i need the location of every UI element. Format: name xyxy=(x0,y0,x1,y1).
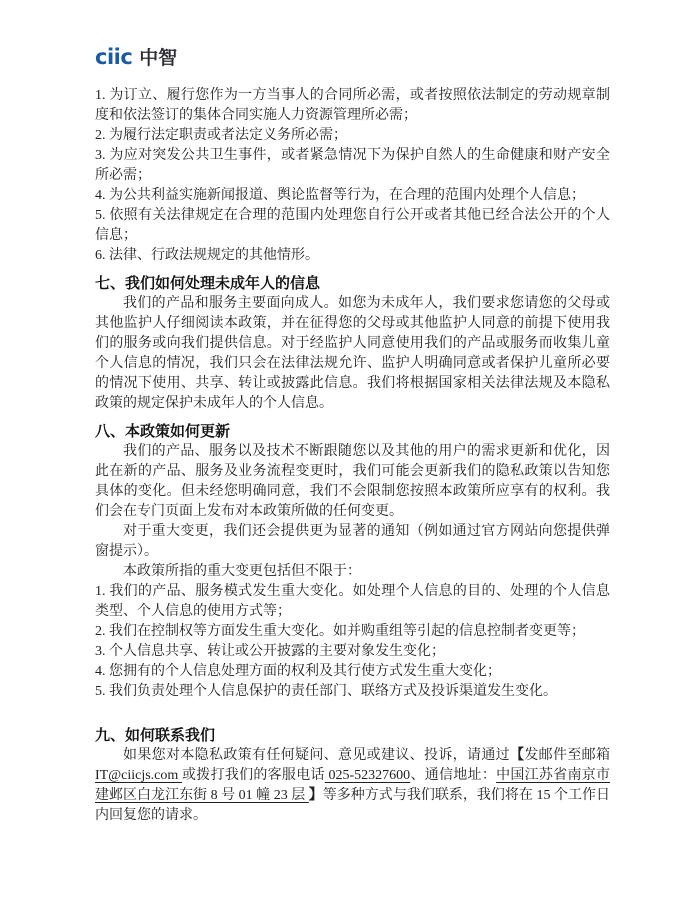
major-change-item: 4. 您拥有的个人信息处理方面的权利及其行使方式发生重大变化； xyxy=(95,664,501,679)
legal-basis-list xyxy=(95,86,610,266)
legal-basis-item: 1. 为订立、履行您作为一方当事人的合同所必需，或者按照依法制定的劳动规章制度和依法签订的集体合同实施人力资源管理所必需； xyxy=(95,88,610,123)
section-8-paragraph-2: 对于重大变更，我们还会提供更为显著的通知（例如通过官方网站向您提供弹窗提示）。 xyxy=(95,524,610,559)
section-8-heading: 八、本政策如何更新 xyxy=(95,423,231,440)
phone-number: 025-52327600 xyxy=(324,768,411,783)
major-change-item: 1. 我们的产品、服务模式发生重大变化。如处理个人信息的目的、处理的个人信息类型、个人信息的使用方式等； xyxy=(95,584,610,619)
section-minors xyxy=(95,274,610,414)
legal-basis-item: 5. 依照有关法律规定在合理的范围内处理您自行公开或者其他已经合法公开的个人信息； xyxy=(95,208,610,243)
contact-text: 、通信地址： xyxy=(410,768,497,783)
section-contact xyxy=(95,726,610,826)
section-7-heading: 七、我们如何处理未成年人的信息 xyxy=(95,275,321,292)
legal-basis-item: 6. 法律、行政法规规定的其他情形。 xyxy=(95,248,319,263)
ciic-logo xyxy=(95,46,610,70)
section-8-paragraph-1: 我们的产品、服务以及技术不断跟随您以及其他的用户的需求更新和优化，因此在新的产品、服务及业务流程变更时，我们可能会更新我们的隐私政策以告知您具体的变化。但未经您明确同意，我们不会限制您按照本政策所应享有的权利。我们会在专门页面上发布对本政策所做的任何变更。 xyxy=(95,444,610,519)
major-change-item: 2. 我们在控制权等方面发生重大变化。如并购重组等引起的信息控制者变更等； xyxy=(95,624,585,639)
section-policy-update xyxy=(95,422,610,702)
email-address: IT@ciicjs.com xyxy=(95,768,183,783)
contact-text: 或拨打我们的客服电话 xyxy=(182,768,325,783)
contact-text: 等多种方式与我们联系，我们将在 15 个工作日内回复您的请求。 xyxy=(95,788,611,823)
legal-basis-item: 2. 为履行法定职责或者法定义务所必需； xyxy=(95,128,347,143)
legal-basis-item: 4. 为公共利益实施新闻报道、舆论监督等行为，在合理的范围内处理个人信息； xyxy=(95,188,585,203)
legal-basis-item: 3. 为应对突发公共卫生事件，或者紧急情况下为保护自然人的生命健康和财产安全所必需； xyxy=(95,148,610,183)
section-9-heading: 九、如何联系我们 xyxy=(95,727,216,744)
contact-text: 发邮件至邮箱 xyxy=(524,748,611,763)
major-change-item: 3. 个人信息共享、转让或公开披露的主要对象发生变化； xyxy=(95,644,445,659)
ciic-logo-cjk: 中智 xyxy=(139,48,178,69)
contact-text: 如果您对本隐私政策有任何疑问、意见或建议、投诉，请通过 xyxy=(123,748,510,763)
bracket-open: 【 xyxy=(510,748,525,763)
bracket-close: 】 xyxy=(308,788,323,803)
major-change-item: 5. 我们负责处理个人信息保护的责任部门、联络方式及投诉渠道发生变化。 xyxy=(95,684,557,699)
postal-address: 中国江苏省南京市建邺区白龙江东街 8 号 01 幢 23 层 xyxy=(95,768,610,803)
ciic-logo-latin: ciic xyxy=(95,45,133,69)
section-8-paragraph-3: 本政策所指的重大变更包括但不限于： xyxy=(123,564,361,579)
section-7-paragraph: 我们的产品和服务主要面向成人。如您为未成年人，我们要求您请您的父母或其他监护人仔细阅读本政策，并在征得您的父母或其他监护人同意的前提下使用我们的服务或向我们提供信息。对于经监护人同意使用我们的产品或服务而收集儿童个人信息的情况，我们只会在法律法规允许、监护人明确同意或者保护儿童所必要的情况下使用、共享、转让或披露此信息。我们将根据国家相关法律法规及本隐私政策的规定保护未成年人的个人信息。 xyxy=(95,296,610,411)
contact-paragraph xyxy=(95,746,610,826)
